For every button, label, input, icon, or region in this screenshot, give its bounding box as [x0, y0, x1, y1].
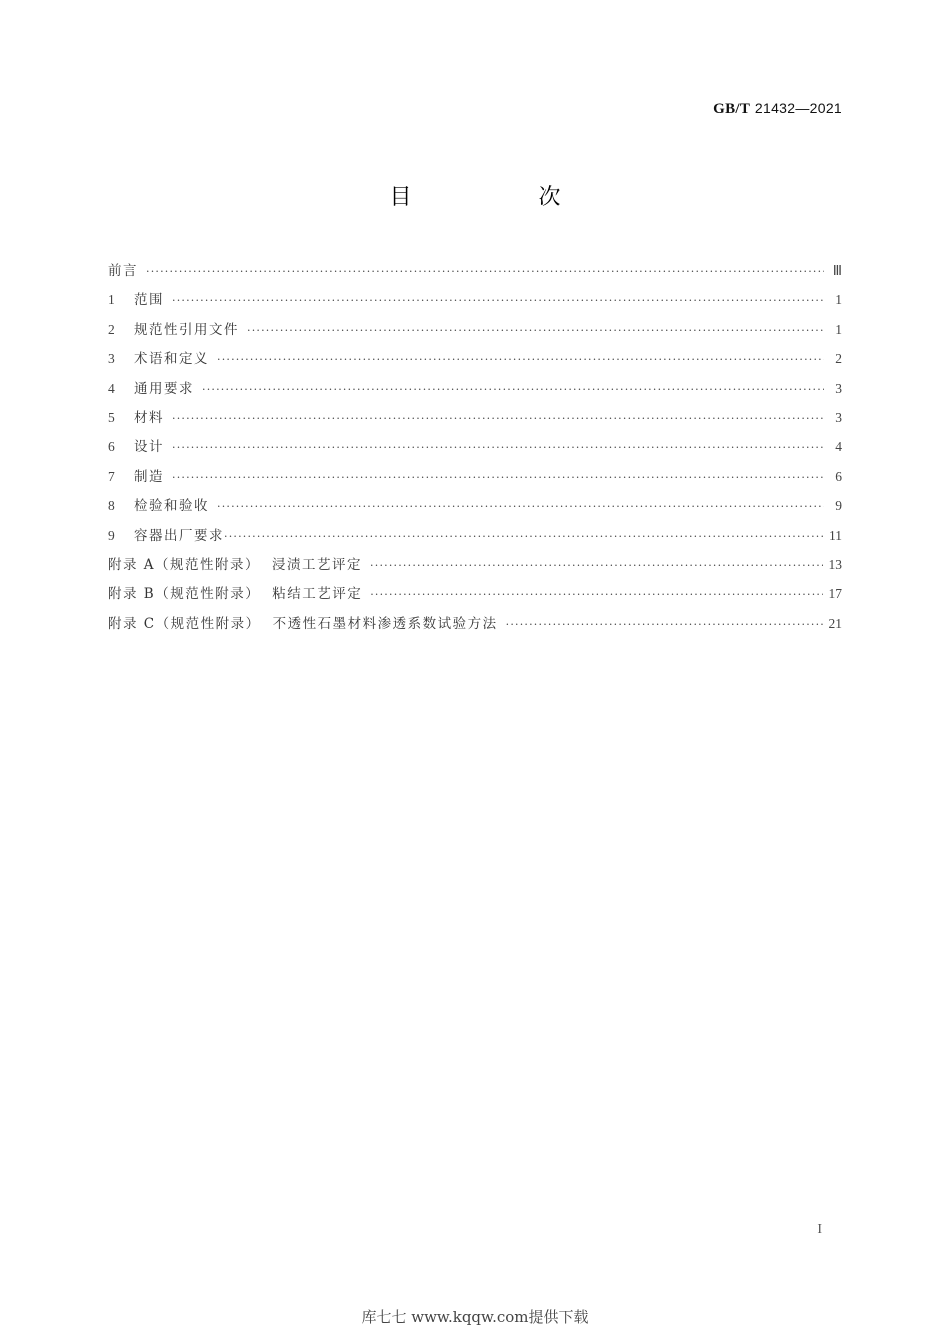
- toc-number: 7: [108, 468, 115, 484]
- toc-entry-6[interactable]: [108, 435, 842, 464]
- toc-page: 17: [828, 586, 842, 602]
- toc-number: 6: [108, 439, 115, 455]
- toc-leader-dots: [370, 559, 822, 572]
- toc-leader-dots: [202, 383, 824, 396]
- toc-number: 4: [108, 380, 115, 396]
- toc-label: 设计: [134, 439, 164, 456]
- toc-entry-5[interactable]: [108, 406, 842, 435]
- toc-page: 2: [835, 351, 842, 367]
- toc-leader-dots: [172, 441, 824, 454]
- toc-label: 材料: [134, 409, 164, 426]
- toc-entry-appendix-b[interactable]: [108, 582, 842, 611]
- toc-page: 4: [835, 439, 842, 455]
- toc-leader-dots: [370, 588, 822, 601]
- toc-label: 粘结工艺评定: [272, 586, 363, 603]
- toc-leader-dots: [217, 353, 824, 366]
- toc-leader-dots: [172, 412, 824, 425]
- toc-label: 容器出厂要求: [134, 527, 224, 544]
- toc-label: 浸渍工艺评定: [272, 556, 363, 573]
- toc-leader-dots: [506, 618, 823, 631]
- toc-label: 规范性引用文件: [134, 321, 239, 338]
- toc-entry-8[interactable]: [108, 494, 842, 523]
- toc-number: 3: [108, 351, 115, 367]
- toc-leader-dots: [217, 500, 824, 513]
- toc-entry-appendix-a[interactable]: [108, 553, 842, 582]
- toc-page: 9: [835, 498, 842, 514]
- toc-entry-4[interactable]: [108, 377, 842, 406]
- toc-leader-dots: [224, 530, 823, 543]
- toc-label: 不透性石墨材料渗透系数试验方法: [272, 615, 498, 632]
- toc-page: 3: [835, 380, 842, 396]
- toc-label: 前言: [108, 263, 138, 279]
- toc-page: 21: [828, 615, 842, 631]
- toc-page: 6: [835, 468, 842, 484]
- toc-page: 1: [835, 321, 842, 337]
- toc-leader-dots: [247, 324, 824, 337]
- toc-entry-3[interactable]: [108, 347, 842, 376]
- toc-number: 2: [108, 321, 115, 337]
- standard-prefix: GB/T: [713, 101, 751, 117]
- appendix-prefix: 附录 A（规范性附录）: [108, 556, 261, 573]
- toc-number: 8: [108, 498, 115, 514]
- toc-number: 1: [108, 292, 115, 308]
- toc-entry-preface[interactable]: [108, 259, 842, 288]
- page-number: I: [817, 1222, 822, 1237]
- table-of-contents: [108, 259, 842, 641]
- toc-label: 通用要求: [134, 380, 194, 397]
- standard-number: 21432—2021: [754, 100, 842, 116]
- toc-label: 范围: [134, 292, 164, 309]
- download-footer: 库七七 www.kqqw.com提供下载: [361, 1308, 589, 1326]
- toc-page: 11: [829, 527, 842, 543]
- appendix-prefix: 附录 B（规范性附录）: [108, 586, 261, 603]
- toc-label: 术语和定义: [134, 351, 209, 368]
- toc-entry-2[interactable]: [108, 318, 842, 347]
- toc-page: Ⅲ: [832, 263, 842, 278]
- toc-page: 3: [835, 409, 842, 425]
- toc-label: 制造: [134, 468, 164, 485]
- toc-entry-7[interactable]: [108, 465, 842, 494]
- toc-page: 13: [828, 556, 842, 572]
- toc-leader-dots: [146, 265, 824, 278]
- toc-entry-appendix-c[interactable]: [108, 612, 842, 641]
- appendix-prefix: 附录 C（规范性附录）: [108, 615, 261, 632]
- toc-label: 检验和验收: [134, 498, 209, 515]
- toc-page: 1: [835, 292, 842, 308]
- toc-number: 5: [108, 409, 115, 425]
- standard-code: [713, 100, 842, 118]
- toc-entry-1[interactable]: [108, 288, 842, 317]
- toc-leader-dots: [172, 471, 824, 484]
- toc-number: 9: [108, 527, 115, 543]
- toc-entry-9[interactable]: [108, 524, 842, 553]
- page-title: 目 次: [389, 185, 621, 210]
- toc-leader-dots: [172, 294, 824, 307]
